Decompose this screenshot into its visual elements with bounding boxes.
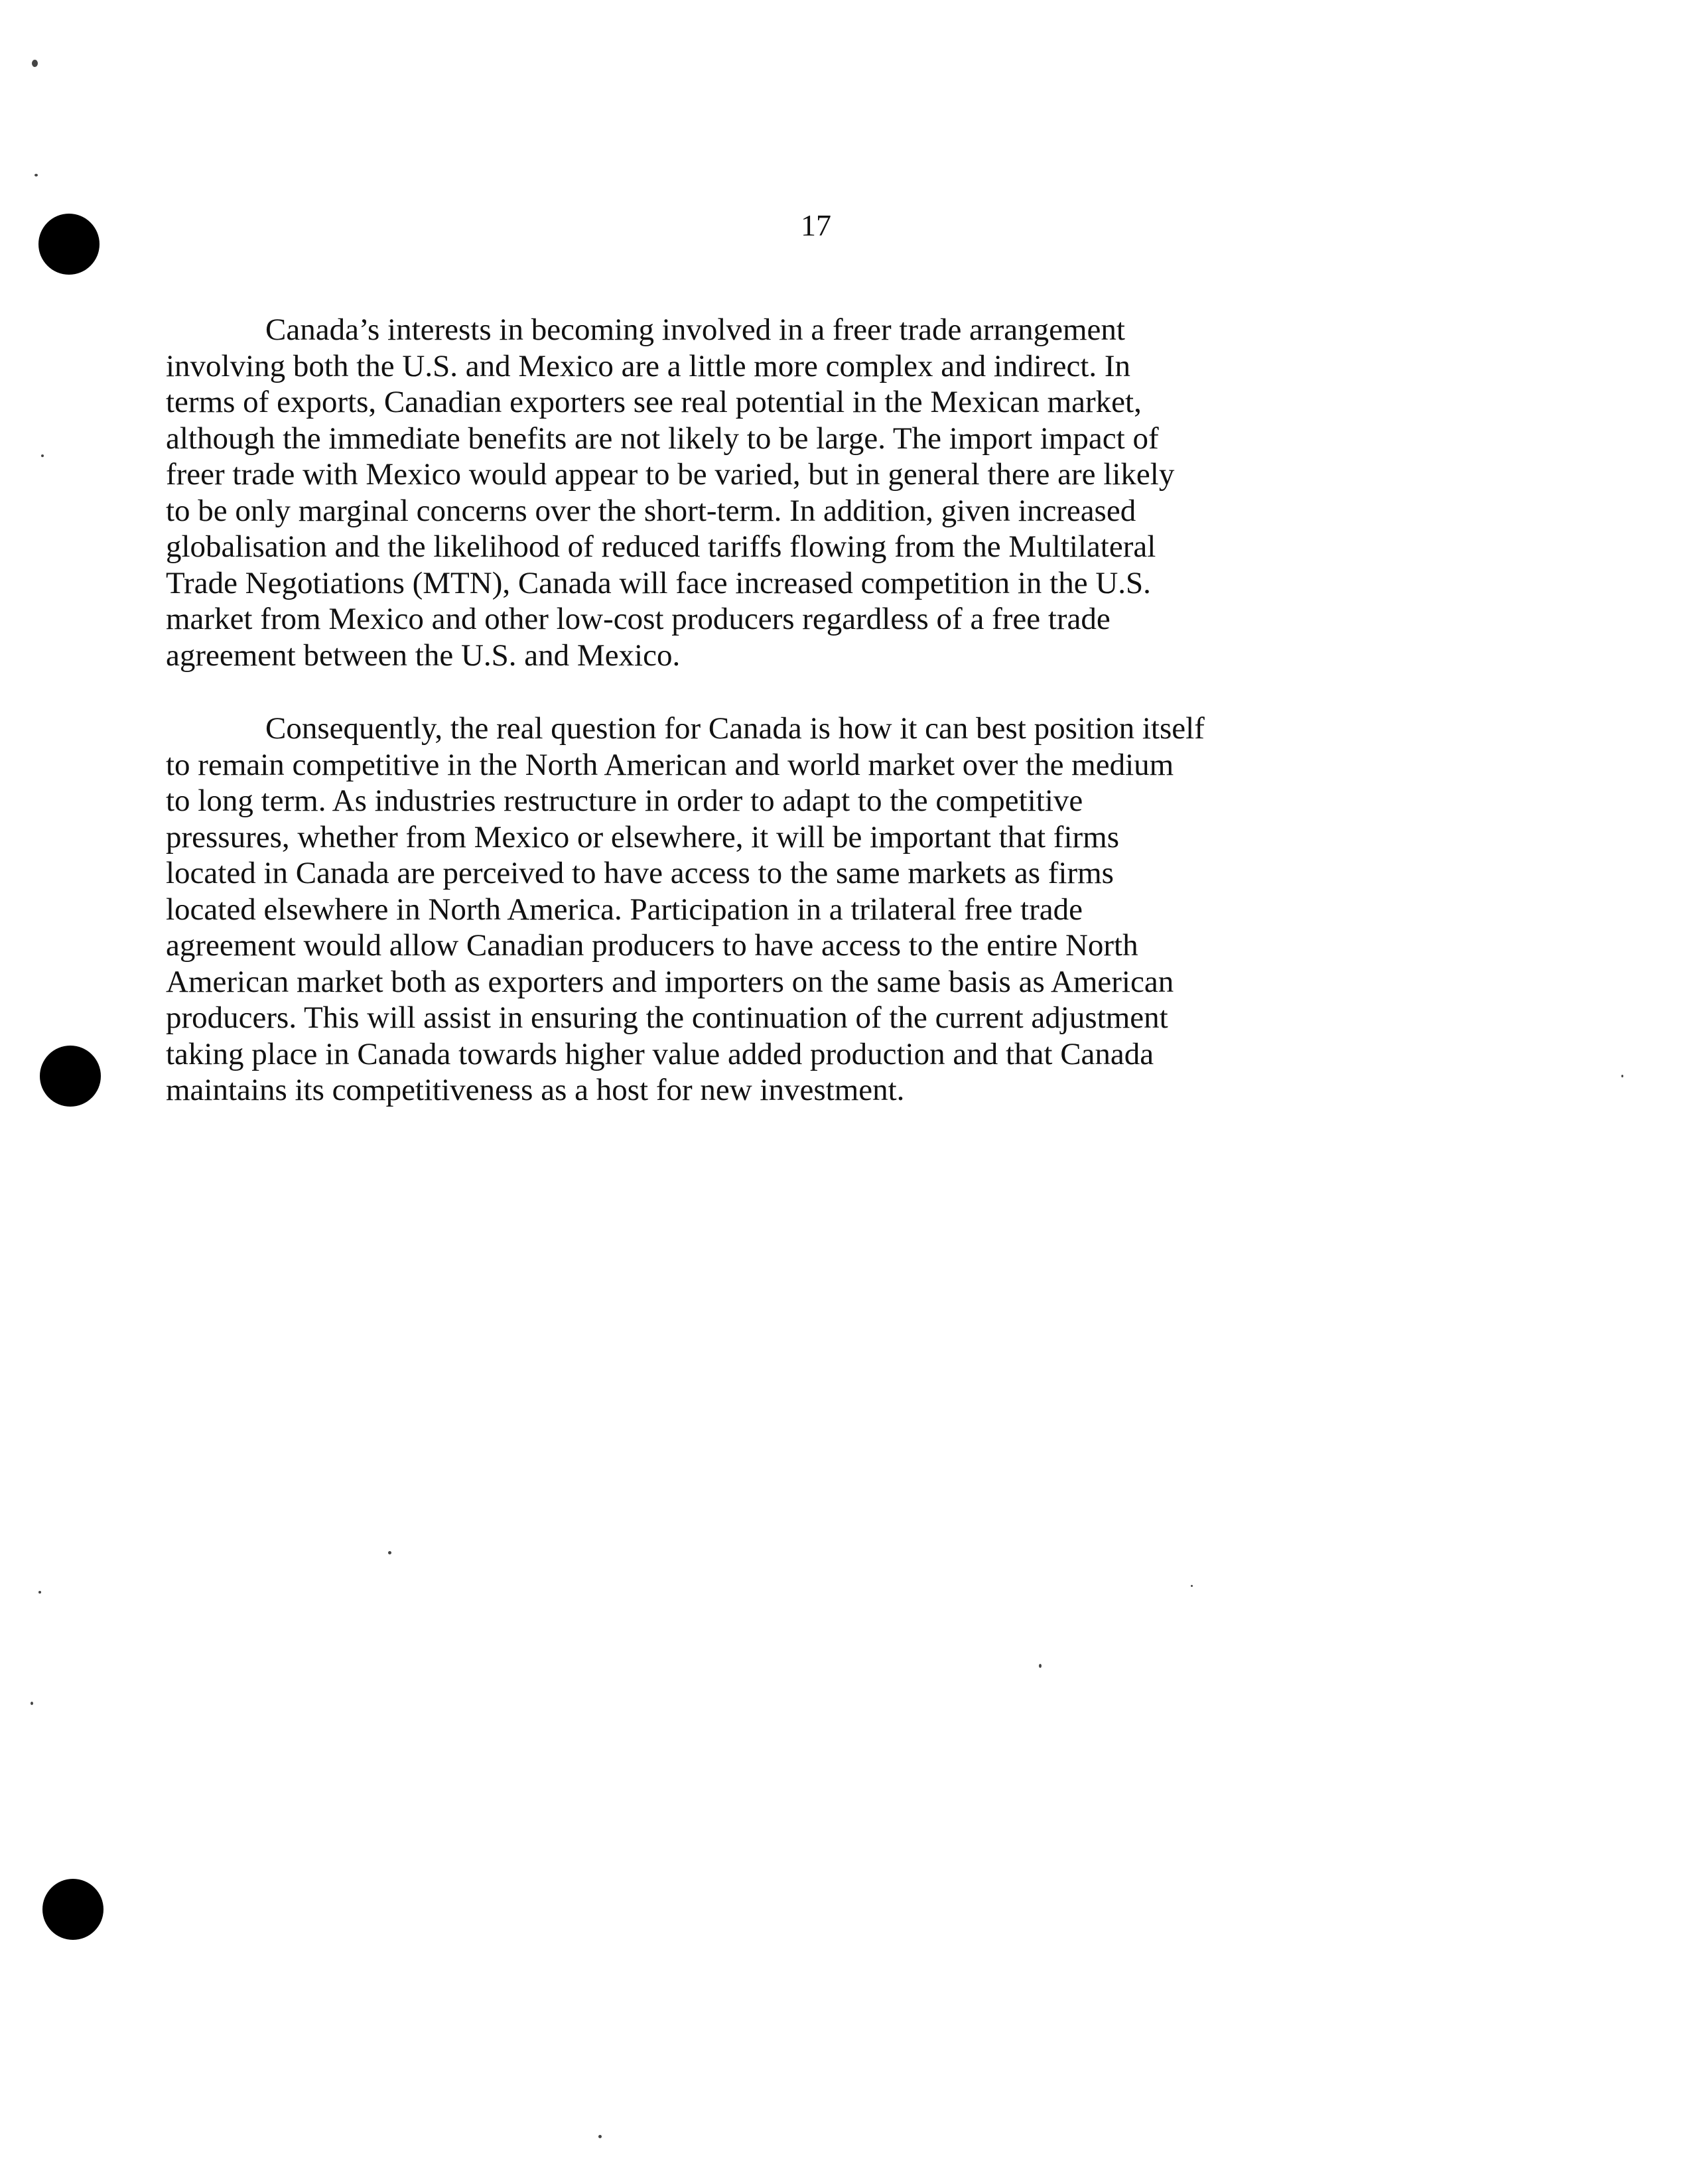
text-line: terms of exports, Canadian exporters see real potential in the Mexican market,	[166, 385, 1142, 419]
scan-speck	[32, 60, 38, 67]
text-line: maintains its competitiveness as a host for new investment.	[166, 1073, 905, 1107]
scan-speck	[388, 1551, 391, 1554]
punch-hole-bottom	[42, 1879, 103, 1940]
text-line: American market both as exporters and importers on the same basis as American	[166, 964, 1174, 999]
text-line: taking place in Canada towards higher value added production and that Canada	[166, 1036, 1154, 1071]
text-line: although the immediate benefits are not likely to be large. The import impact of	[166, 421, 1159, 456]
text-line: Consequently, the real question for Canada is how it can best position itself	[265, 711, 1205, 746]
punch-hole-middle	[40, 1046, 101, 1107]
text-line: market from Mexico and other low-cost producers regardless of a free trade	[166, 602, 1111, 636]
scan-speck	[38, 1591, 41, 1594]
text-line: agreement would allow Canadian producers to have access to the entire North	[166, 928, 1138, 963]
text-line: involving both the U.S. and Mexico are a little more complex and indirect. In	[166, 348, 1131, 383]
punch-hole-top	[38, 214, 100, 275]
text-line: Trade Negotiations (MTN), Canada will face increased competition in the U.S.	[166, 565, 1151, 600]
scan-speck	[41, 454, 44, 457]
body-text	[166, 312, 1459, 1146]
paragraph-real-question	[166, 711, 1459, 1109]
text-line: to long term. As industries restructure in order to adapt to the competitive	[166, 784, 1083, 818]
text-line: freer trade with Mexico would appear to be varied, but in general there are likely	[166, 457, 1175, 492]
text-line: located in Canada are perceived to have access to the same markets as firms	[166, 856, 1114, 890]
scan-speck	[1039, 1664, 1042, 1668]
text-line: to remain competitive in the North American and world market over the medium	[166, 747, 1174, 782]
scan-speck	[1621, 1075, 1623, 1077]
text-line: located elsewhere in North America. Participation in a trilateral free trade	[166, 892, 1083, 927]
text-line: agreement between the U.S. and Mexico.	[166, 638, 681, 673]
page-number: 17	[801, 208, 831, 242]
text-line: globalisation and the likelihood of reduced tariffs flowing from the Multilateral	[166, 529, 1156, 564]
text-line: to be only marginal concerns over the short-term. In addition, given increased	[166, 493, 1136, 528]
scan-speck	[598, 2135, 602, 2138]
text-line: Canada’s interests in becoming involved in a freer trade arrangement	[265, 312, 1125, 347]
text-line: pressures, whether from Mexico or elsewhere, it will be important that firms	[166, 819, 1120, 854]
scan-speck	[1191, 1585, 1193, 1587]
scan-speck	[31, 1702, 33, 1705]
scan-speck	[34, 174, 38, 176]
text-line: producers. This will assist in ensuring the continuation of the current adjustment	[166, 1000, 1168, 1035]
paragraph-canada-interests	[166, 312, 1459, 673]
